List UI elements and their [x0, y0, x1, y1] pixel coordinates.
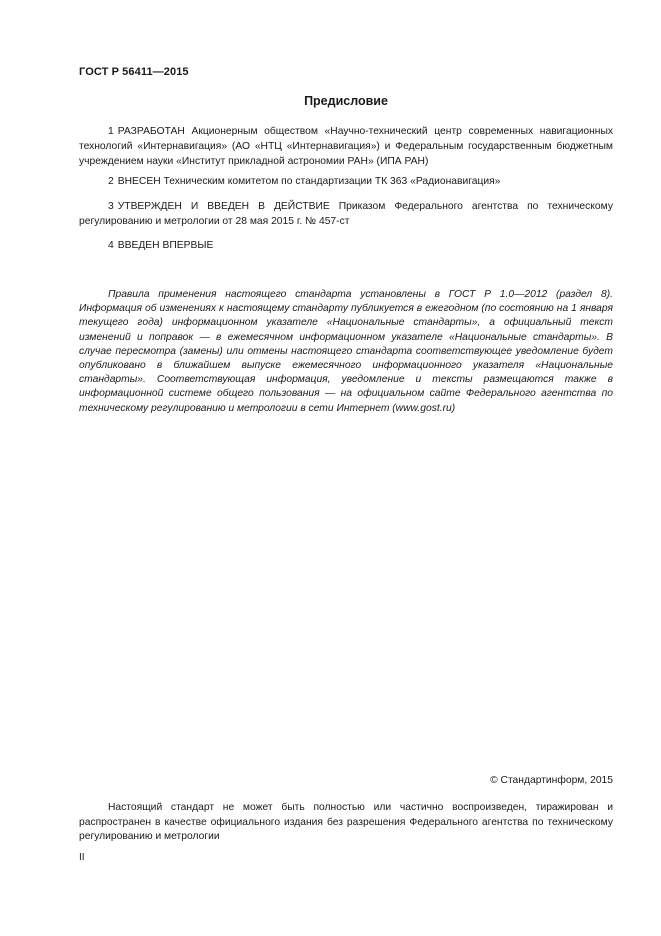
document-code: ГОСТ Р 56411—2015 [79, 66, 189, 78]
item-text: ВНЕСЕН Техническим комитетом по стандартизации ТК 363 «Радионавигация» [117, 176, 501, 187]
item-text: РАЗРАБОТАН Акционерным обществом «Научно-технический центр современных навигационных технологий «Интернавигация» (АО «НТЦ «Интернавигация») и Федеральным государственным бюджетным учреждением науки «Институт прикладной астрономии РАН» (ИПА РАН) [79, 126, 613, 167]
application-rules-note: Правила применения настоящего стандарта установлены в ГОСТ Р 1.0—2012 (раздел 8). Информация об изменениях к настоящему стандарту публикуется в ежегодном (по состоянию на 1 января текущего года) информационном указателе «Национальные стандарты», а официальный текст изменений и поправок — в ежемесячном информационном указателе «Национальные стандарты». В случае пересмотра (замены) или отмены настоящего стандарта соответствующее уведомление будет опубликовано в ближайшем выпуске ежемесячного информационного указателя «Национальные стандарты». Соответствующая информация, уведомление и тексты размещаются также в информационной системе общего пользования — на официальном сайте Федерального агентства по техническому регулированию и метрологии в сети Интернет (www.gost.ru) [79, 289, 613, 414]
foreword-item-3 [79, 199, 613, 229]
reproduction-notice: Настоящий стандарт не может быть полностью или частично воспроизведен, тиражирован и распространен в качестве официального издания без разрешения Федерального агентства по техническому регулированию и метрологии [79, 802, 613, 842]
foreword-item-1 [79, 124, 613, 169]
foreword-item-4 [79, 238, 613, 253]
foreword-item-2 [79, 174, 613, 189]
item-number: 3 [108, 201, 114, 212]
page-title: Предисловие [304, 94, 388, 108]
item-number: 4 [108, 240, 114, 251]
item-number: 2 [108, 176, 114, 187]
copyright-notice: © Стандартинформ, 2015 [490, 775, 613, 786]
item-text: УТВЕРЖДЕН И ВВЕДЕН В ДЕЙСТВИЕ Приказом Федерального агентства по техническому регулированию и метрологии от 28 мая 2015 г. № 457-ст [79, 201, 613, 227]
item-number: 1 [108, 126, 114, 137]
page-number: II [79, 852, 85, 863]
item-text: ВВЕДЕН ВПЕРВЫЕ [117, 240, 214, 251]
